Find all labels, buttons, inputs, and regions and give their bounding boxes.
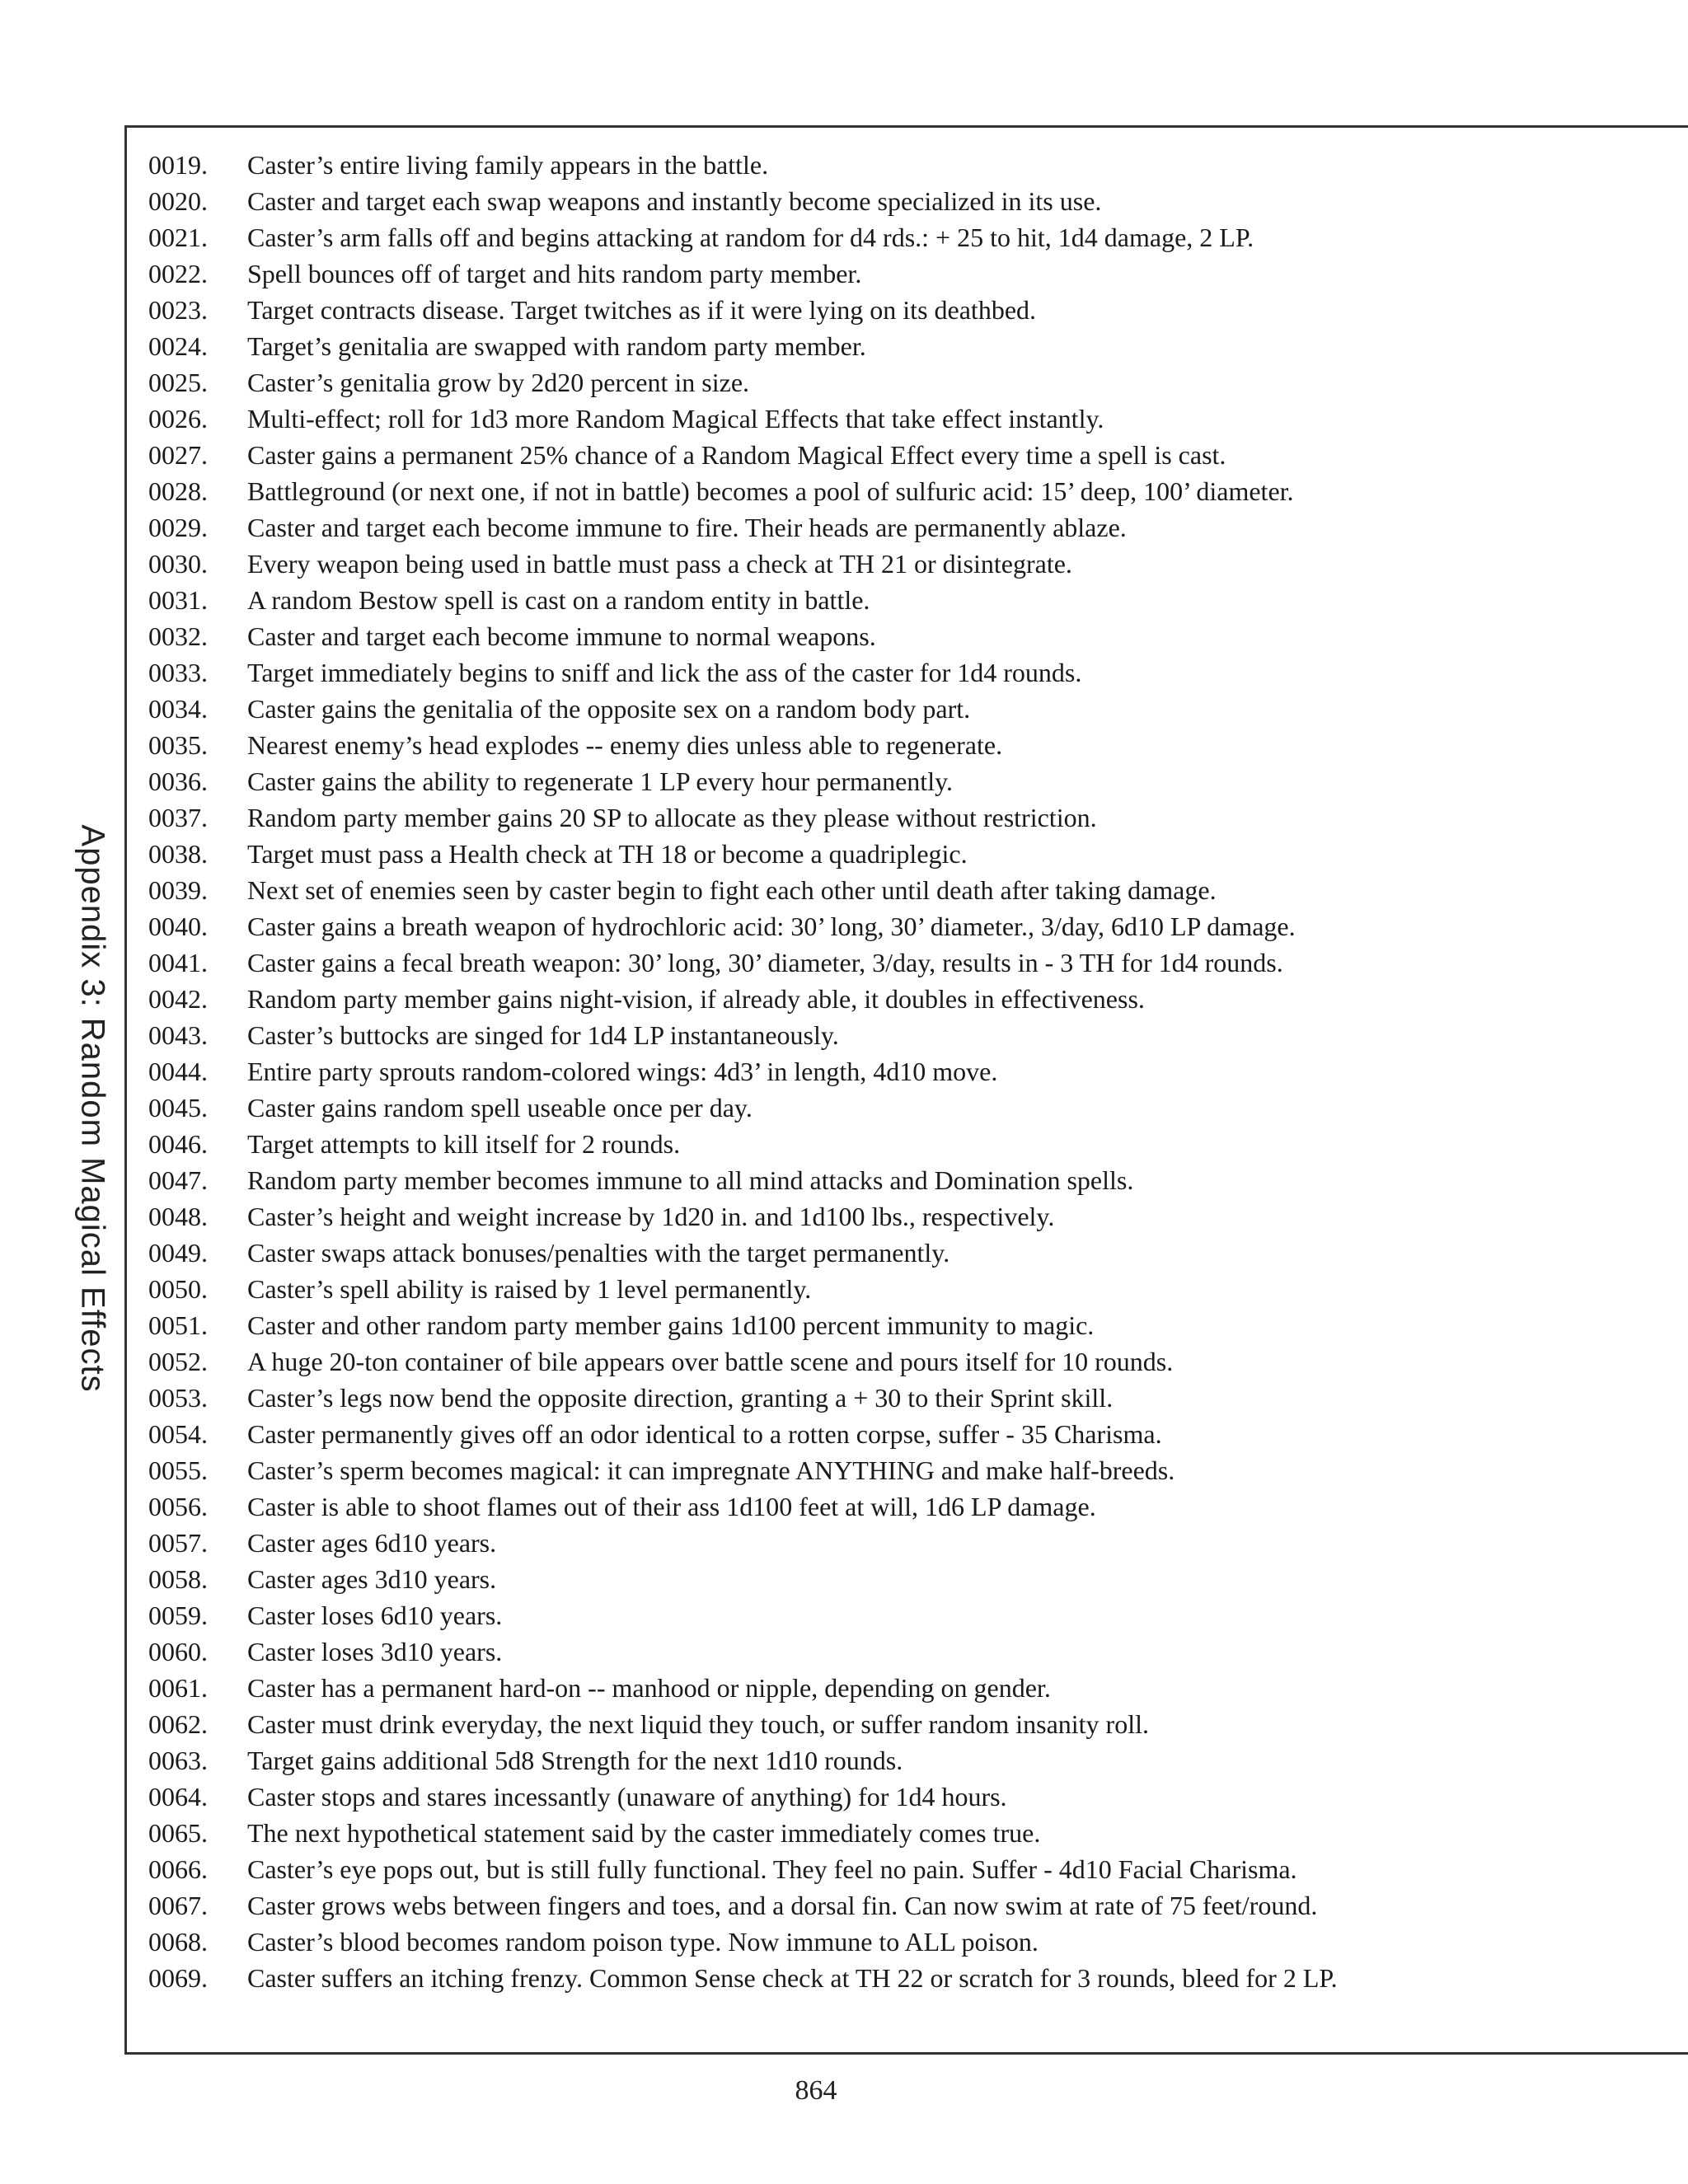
- list-item: [148, 1271, 1688, 1307]
- list-item: [148, 147, 1688, 183]
- entry-text: Caster stops and stares incessantly (unaware of anything) for 1d4 hours.: [247, 1782, 1007, 1811]
- entry-text: Caster’s sperm becomes magical: it can impregnate ANYTHING and make half-breeds.: [247, 1455, 1175, 1485]
- entry-text: Caster and other random party member gains 1d100 percent immunity to magic.: [247, 1310, 1095, 1340]
- list-item: [148, 437, 1688, 473]
- entry-text: Target gains additional 5d8 Strength for the next 1d10 rounds.: [247, 1746, 903, 1775]
- entry-number: 0036.: [148, 766, 208, 796]
- entry-text: Caster loses 6d10 years.: [247, 1601, 503, 1630]
- entry-text: Caster’s genitalia grow by 2d20 percent in size.: [247, 368, 750, 397]
- entry-text: Caster gains the genitalia of the opposite sex on a random body part.: [247, 694, 971, 724]
- entry-text: Battleground (or next one, if not in battle) becomes a pool of sulfuric acid: 15’ deep, 100’ diameter.: [247, 476, 1294, 506]
- entry-text: Every weapon being used in battle must pass a check at TH 21 or disintegrate.: [247, 549, 1072, 579]
- entry-text: Random party member gains night-vision, if already able, it doubles in effectiveness.: [247, 984, 1145, 1014]
- list-item: [148, 908, 1688, 944]
- entry-text: Caster and target each become immune to normal weapons.: [247, 621, 876, 651]
- entry-text: Caster suffers an itching frenzy. Common Sense check at TH 22 or scratch for 3 rounds, bleed for 2 LP.: [247, 1963, 1338, 1993]
- list-item: [148, 582, 1688, 618]
- entry-number: 0069.: [148, 1963, 208, 1993]
- entry-number: 0023.: [148, 295, 208, 325]
- entry-text: Target’s genitalia are swapped with random party member.: [247, 331, 866, 361]
- entry-text: Caster’s legs now bend the opposite direction, granting a + 30 to their Sprint skill.: [247, 1383, 1114, 1413]
- entry-text: Caster’s buttocks are singed for 1d4 LP instantaneously.: [247, 1020, 839, 1050]
- list-item: [148, 1960, 1688, 1996]
- entry-text: Target contracts disease. Target twitches as if it were lying on its deathbed.: [247, 295, 1037, 325]
- list-item: [148, 1815, 1688, 1851]
- entry-number: 0052.: [148, 1347, 208, 1376]
- entry-number: 0019.: [148, 150, 208, 180]
- list-item: [148, 1090, 1688, 1126]
- entry-text: Next set of enemies seen by caster begin to fight each other until death after taking damage.: [247, 875, 1217, 905]
- entry-text: The next hypothetical statement said by the caster immediately comes true.: [247, 1818, 1041, 1848]
- entry-number: 0035.: [148, 730, 208, 760]
- entry-number: 0041.: [148, 948, 208, 977]
- list-item: [148, 981, 1688, 1017]
- entry-number: 0034.: [148, 694, 208, 724]
- entry-number: 0055.: [148, 1455, 208, 1485]
- entry-text: Target must pass a Health check at TH 18 or become a quadriplegic.: [247, 839, 968, 869]
- list-item: [148, 473, 1688, 509]
- entry-number: 0044.: [148, 1057, 208, 1086]
- entry-text: Caster is able to shoot flames out of their ass 1d100 feet at will, 1d6 LP damage.: [247, 1492, 1096, 1521]
- entry-number: 0060.: [148, 1637, 208, 1666]
- list-item: [148, 1380, 1688, 1416]
- entry-text: Caster gains a breath weapon of hydrochloric acid: 30’ long, 30’ diameter., 3/day, 6d10 LP damage.: [247, 912, 1296, 941]
- list-item: [148, 219, 1688, 255]
- entry-number: 0058.: [148, 1564, 208, 1594]
- entry-number: 0053.: [148, 1383, 208, 1413]
- entry-text: Caster and target each become immune to fire. Their heads are permanently ablaze.: [247, 513, 1127, 542]
- entry-text: Caster’s eye pops out, but is still fully functional. They feel no pain. Suffer - 4d10 Facial Charisma.: [247, 1854, 1297, 1884]
- entry-text: A random Bestow spell is cast on a random entity in battle.: [247, 585, 870, 615]
- entry-number: 0066.: [148, 1854, 208, 1884]
- page-number: 864: [795, 2075, 837, 2106]
- list-item: [148, 727, 1688, 763]
- entry-text: Spell bounces off of target and hits random party member.: [247, 259, 862, 288]
- list-item: [148, 618, 1688, 654]
- effects-list: [148, 147, 1688, 1996]
- list-item: [148, 255, 1688, 292]
- entry-text: Target attempts to kill itself for 2 rounds.: [247, 1129, 681, 1159]
- entry-text: Caster loses 3d10 years.: [247, 1637, 503, 1666]
- entry-number: 0056.: [148, 1492, 208, 1521]
- entry-text: A huge 20-ton container of bile appears over battle scene and pours itself for 10 rounds.: [247, 1347, 1174, 1376]
- list-item: [148, 1561, 1688, 1597]
- list-item: [148, 401, 1688, 437]
- list-item: [148, 944, 1688, 981]
- list-item: [148, 763, 1688, 799]
- list-item: [148, 1017, 1688, 1053]
- entry-number: 0062.: [148, 1709, 208, 1739]
- list-item: [148, 1307, 1688, 1343]
- entry-text: Caster permanently gives off an odor identical to a rotten corpse, suffer - 35 Charisma.: [247, 1419, 1162, 1449]
- entry-number: 0025.: [148, 368, 208, 397]
- entry-number: 0032.: [148, 621, 208, 651]
- entry-text: Caster’s height and weight increase by 1d20 in. and 1d100 lbs., respectively.: [247, 1202, 1055, 1231]
- entry-number: 0037.: [148, 803, 208, 832]
- list-item: [148, 1851, 1688, 1887]
- list-item: [148, 292, 1688, 328]
- entry-text: Caster gains a fecal breath weapon: 30’ long, 30’ diameter, 3/day, results in - 3 TH for 1d4 rounds.: [247, 948, 1283, 977]
- entry-number: 0065.: [148, 1818, 208, 1848]
- list-item: [148, 364, 1688, 401]
- entry-text: Random party member becomes immune to all mind attacks and Domination spells.: [247, 1165, 1134, 1195]
- list-item: [148, 872, 1688, 908]
- list-item: [148, 1525, 1688, 1561]
- entry-text: Caster ages 6d10 years.: [247, 1528, 497, 1558]
- entry-number: 0047.: [148, 1165, 208, 1195]
- entry-text: Multi-effect; roll for 1d3 more Random Magical Effects that take effect instantly.: [247, 404, 1104, 434]
- entry-text: Entire party sprouts random-colored wings: 4d3’ in length, 4d10 move.: [247, 1057, 998, 1086]
- entry-number: 0020.: [148, 186, 208, 216]
- list-item: [148, 1597, 1688, 1633]
- entry-number: 0026.: [148, 404, 208, 434]
- entry-number: 0028.: [148, 476, 208, 506]
- entry-number: 0068.: [148, 1927, 208, 1957]
- entry-text: Caster’s blood becomes random poison type. Now immune to ALL poison.: [247, 1927, 1039, 1957]
- list-item: [148, 1779, 1688, 1815]
- entry-number: 0057.: [148, 1528, 208, 1558]
- list-item: [148, 1742, 1688, 1779]
- entry-text: Caster ages 3d10 years.: [247, 1564, 497, 1594]
- entry-text: Random party member gains 20 SP to allocate as they please without restriction.: [247, 803, 1097, 832]
- list-item: [148, 654, 1688, 691]
- list-item: [148, 691, 1688, 727]
- list-item: [148, 1670, 1688, 1706]
- entry-number: 0054.: [148, 1419, 208, 1449]
- list-item: [148, 1924, 1688, 1960]
- entry-number: 0021.: [148, 223, 208, 252]
- side-title: Appendix 3: Random Magical Effects: [74, 824, 111, 1393]
- list-item: [148, 183, 1688, 219]
- entry-text: Nearest enemy’s head explodes -- enemy dies unless able to regenerate.: [247, 730, 1003, 760]
- entry-number: 0046.: [148, 1129, 208, 1159]
- entry-number: 0043.: [148, 1020, 208, 1050]
- entry-number: 0048.: [148, 1202, 208, 1231]
- entry-text: Caster must drink everyday, the next liquid they touch, or suffer random insanity roll.: [247, 1709, 1149, 1739]
- list-item: [148, 1053, 1688, 1090]
- entry-number: 0027.: [148, 440, 208, 470]
- list-item: [148, 546, 1688, 582]
- entry-text: Caster gains the ability to regenerate 1 LP every hour permanently.: [247, 766, 953, 796]
- entry-number: 0042.: [148, 984, 208, 1014]
- entry-text: Caster grows webs between fingers and toes, and a dorsal fin. Can now swim at rate of 75 feet/round.: [247, 1891, 1318, 1920]
- entry-number: 0039.: [148, 875, 208, 905]
- entry-number: 0063.: [148, 1746, 208, 1775]
- entry-number: 0029.: [148, 513, 208, 542]
- entry-number: 0022.: [148, 259, 208, 288]
- list-item: [148, 1706, 1688, 1742]
- list-item: [148, 799, 1688, 836]
- entry-number: 0024.: [148, 331, 208, 361]
- list-item: [148, 328, 1688, 364]
- entry-text: Caster gains random spell useable once per day.: [247, 1093, 753, 1122]
- entry-number: 0038.: [148, 839, 208, 869]
- entry-text: Caster’s entire living family appears in the battle.: [247, 150, 769, 180]
- entry-text: Caster has a permanent hard-on -- manhood or nipple, depending on gender.: [247, 1673, 1051, 1703]
- entry-number: 0049.: [148, 1238, 208, 1268]
- entry-number: 0064.: [148, 1782, 208, 1811]
- list-item: [148, 1126, 1688, 1162]
- entry-number: 0061.: [148, 1673, 208, 1703]
- entry-text: Caster’s arm falls off and begins attacking at random for d4 rds.: + 25 to hit, 1d4 damage, 2 LP.: [247, 223, 1254, 252]
- list-item: [148, 1343, 1688, 1380]
- list-item: [148, 1452, 1688, 1488]
- list-item: [148, 1198, 1688, 1235]
- entry-number: 0045.: [148, 1093, 208, 1122]
- list-item: [148, 1887, 1688, 1924]
- entry-text: Target immediately begins to sniff and lick the ass of the caster for 1d4 rounds.: [247, 658, 1082, 687]
- entry-number: 0033.: [148, 658, 208, 687]
- list-item: [148, 1633, 1688, 1670]
- entry-text: Caster swaps attack bonuses/penalties with the target permanently.: [247, 1238, 950, 1268]
- list-item: [148, 1235, 1688, 1271]
- entry-number: 0040.: [148, 912, 208, 941]
- entry-number: 0059.: [148, 1601, 208, 1630]
- list-item: [148, 1416, 1688, 1452]
- list-item: [148, 836, 1688, 872]
- entry-text: Caster gains a permanent 25% chance of a Random Magical Effect every time a spell is cast.: [247, 440, 1226, 470]
- entry-text: Caster and target each swap weapons and instantly become specialized in its use.: [247, 186, 1102, 216]
- entry-text: Caster’s spell ability is raised by 1 level permanently.: [247, 1274, 812, 1304]
- entry-number: 0067.: [148, 1891, 208, 1920]
- entry-number: 0051.: [148, 1310, 208, 1340]
- entry-number: 0050.: [148, 1274, 208, 1304]
- list-item: [148, 509, 1688, 546]
- entry-number: 0031.: [148, 585, 208, 615]
- list-item: [148, 1488, 1688, 1525]
- entry-number: 0030.: [148, 549, 208, 579]
- list-item: [148, 1162, 1688, 1198]
